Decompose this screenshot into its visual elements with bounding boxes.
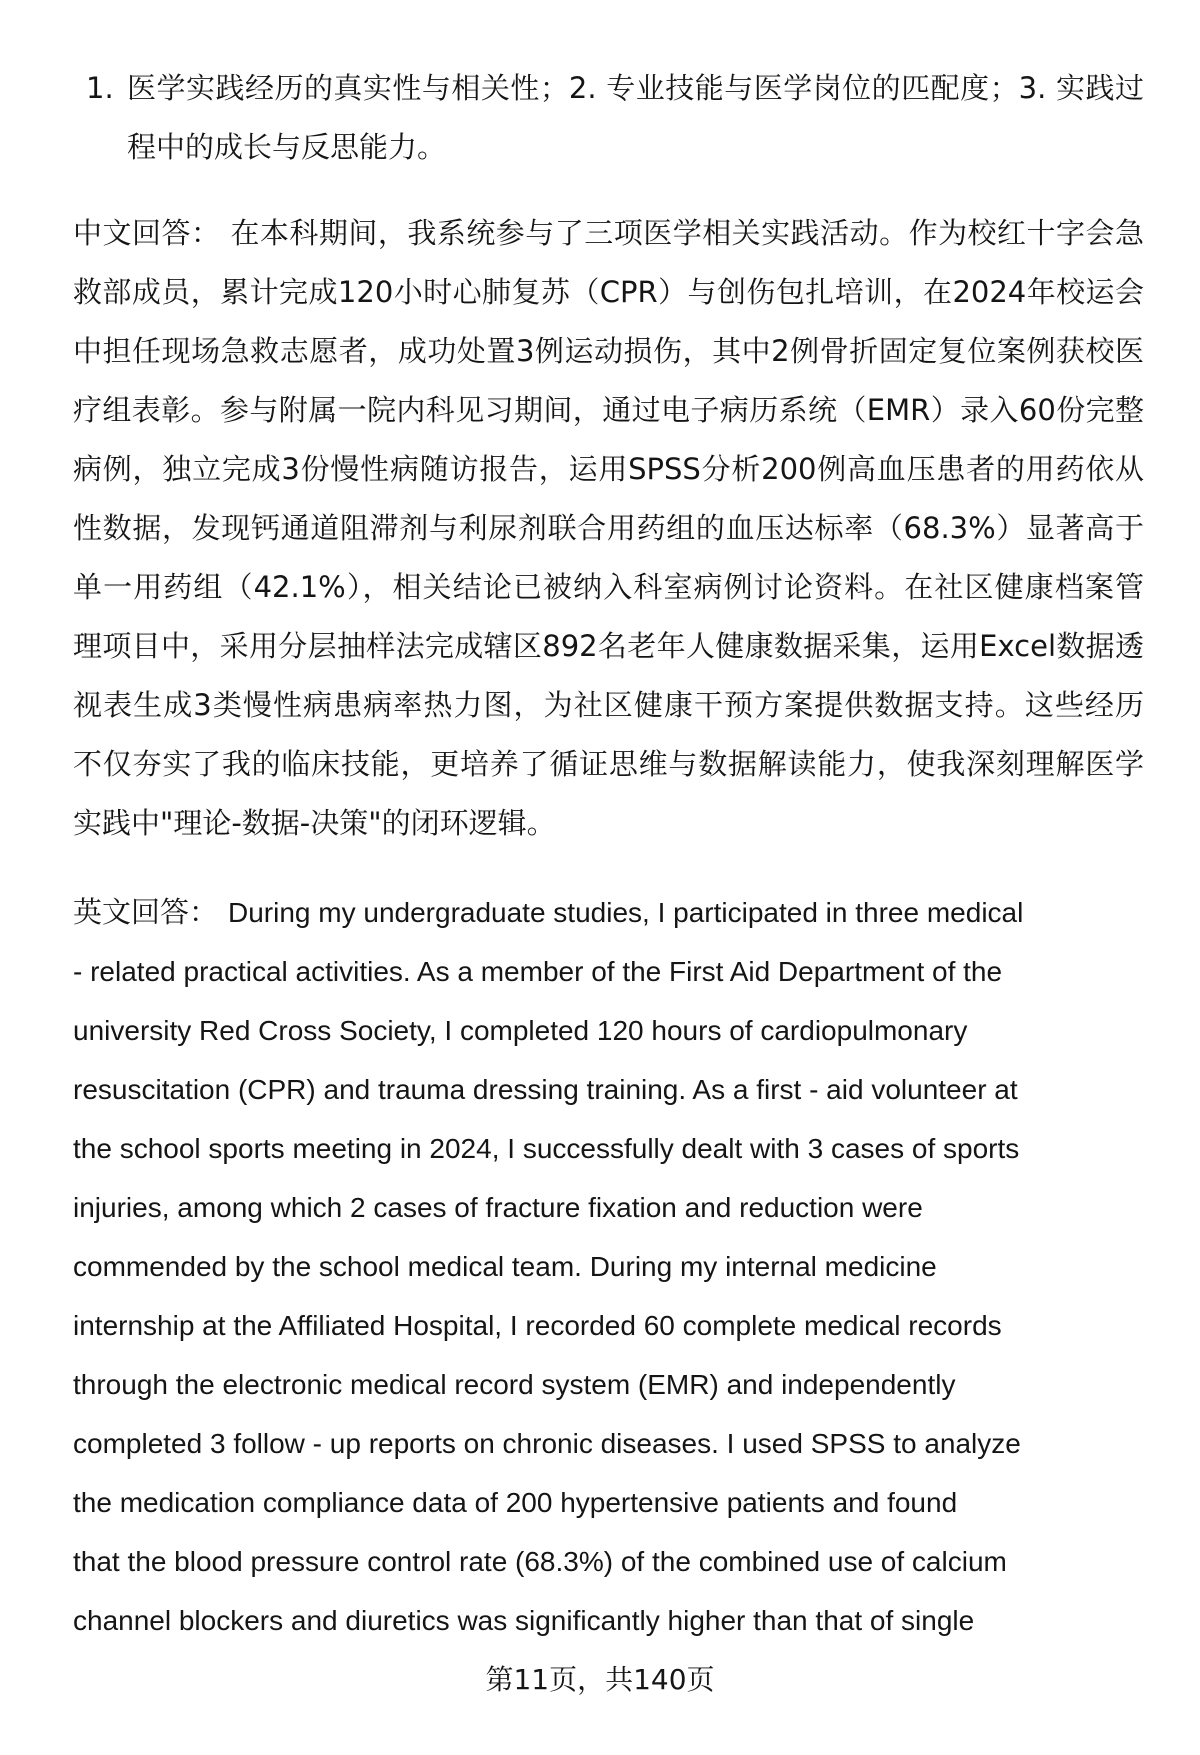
list-line: 程中的成长与反思能力。 — [127, 130, 447, 164]
paragraph-line — [73, 883, 1144, 942]
paragraph-line: - related practical activities. As a member of the First Aid Department of the — [73, 956, 1003, 987]
paragraph-line: 性数据，发现钙通道阻滞剂与利尿剂联合用药组的血压达标率（68.3%）显著高于 — [73, 511, 1144, 545]
paragraph-line: injuries, among which 2 cases of fracture fixation and reduction were — [73, 1192, 923, 1223]
paragraph-line: university Red Cross Society, I completed 120 hours of cardiopulmonary — [73, 1015, 968, 1046]
paragraph-line: the medication compliance data of 200 hypertensive patients and found — [73, 1487, 958, 1518]
paragraph-line: channel blockers and diuretics was significantly higher than that of single — [73, 1605, 975, 1636]
paragraph-line: completed 3 follow - up reports on chronic diseases. I used SPSS to analyze — [73, 1428, 1021, 1459]
paragraph-line: that the blood pressure control rate (68.3%) of the combined use of calcium — [73, 1546, 1007, 1577]
paragraph-line: 单一用药组（42.1%），相关结论已被纳入科室病例讨论资料。在社区健康档案管 — [73, 570, 1144, 604]
list-item-text — [127, 59, 1144, 177]
paragraph-line: 救部成员，累计完成120小时心肺复苏（CPR）与创伤包扎培训，在2024年校运会 — [73, 275, 1144, 309]
chinese-answer-label: 中文回答： — [73, 216, 221, 250]
paragraph-line-text: 在本科期间，我系统参与了三项医学相关实践活动。作为校红十字会急 — [230, 216, 1144, 250]
paragraph-line: 病例，独立完成3份慢性病随访报告，运用SPSS分析200例高血压患者的用药依从 — [73, 452, 1144, 486]
paragraph-line: through the electronic medical record system (EMR) and independently — [73, 1369, 956, 1400]
page-number-footer: 第11页，共140页 — [485, 1663, 715, 1696]
list-line: 医学实践经历的真实性与相关性；2. 专业技能与医学岗位的匹配度；3. 实践过 — [127, 71, 1144, 105]
chinese-answer-paragraph — [73, 204, 1144, 853]
english-answer-label: 英文回答： — [73, 895, 219, 929]
paragraph-line: 视表生成3类慢性病患病率热力图，为社区健康干预方案提供数据支持。这些经历 — [73, 688, 1144, 722]
paragraph-line: internship at the Affiliated Hospital, I recorded 60 complete medical records — [73, 1310, 1002, 1341]
paragraph-line: 不仅夯实了我的临床技能，更培养了循证思维与数据解读能力，使我深刻理解医学 — [73, 747, 1144, 781]
paragraph-line-text: During my undergraduate studies, I participated in three medical — [228, 897, 1024, 928]
paragraph-line — [73, 204, 1144, 263]
english-answer-paragraph — [73, 883, 1144, 1650]
paragraph-line: 中担任现场急救志愿者，成功处置3例运动损伤，其中2例骨折固定复位案例获校医 — [73, 334, 1144, 368]
criteria-list — [73, 59, 1144, 177]
paragraph-line: 疗组表彰。参与附属一院内科见习期间，通过电子病历系统（EMR）录入60份完整 — [73, 393, 1144, 427]
paragraph-line: resuscitation (CPR) and trauma dressing training. As a first - aid volunteer at — [73, 1074, 1018, 1105]
paragraph-line: commended by the school medical team. During my internal medicine — [73, 1251, 937, 1282]
paragraph-line: 理项目中，采用分层抽样法完成辖区892名老年人健康数据采集，运用Excel数据透 — [73, 629, 1144, 663]
paragraph-line: the school sports meeting in 2024, I successfully dealt with 3 cases of sports — [73, 1133, 1020, 1164]
list-number: 1. — [86, 71, 114, 105]
paragraph-line: 实践中"理论-数据-决策"的闭环逻辑。 — [73, 806, 556, 840]
